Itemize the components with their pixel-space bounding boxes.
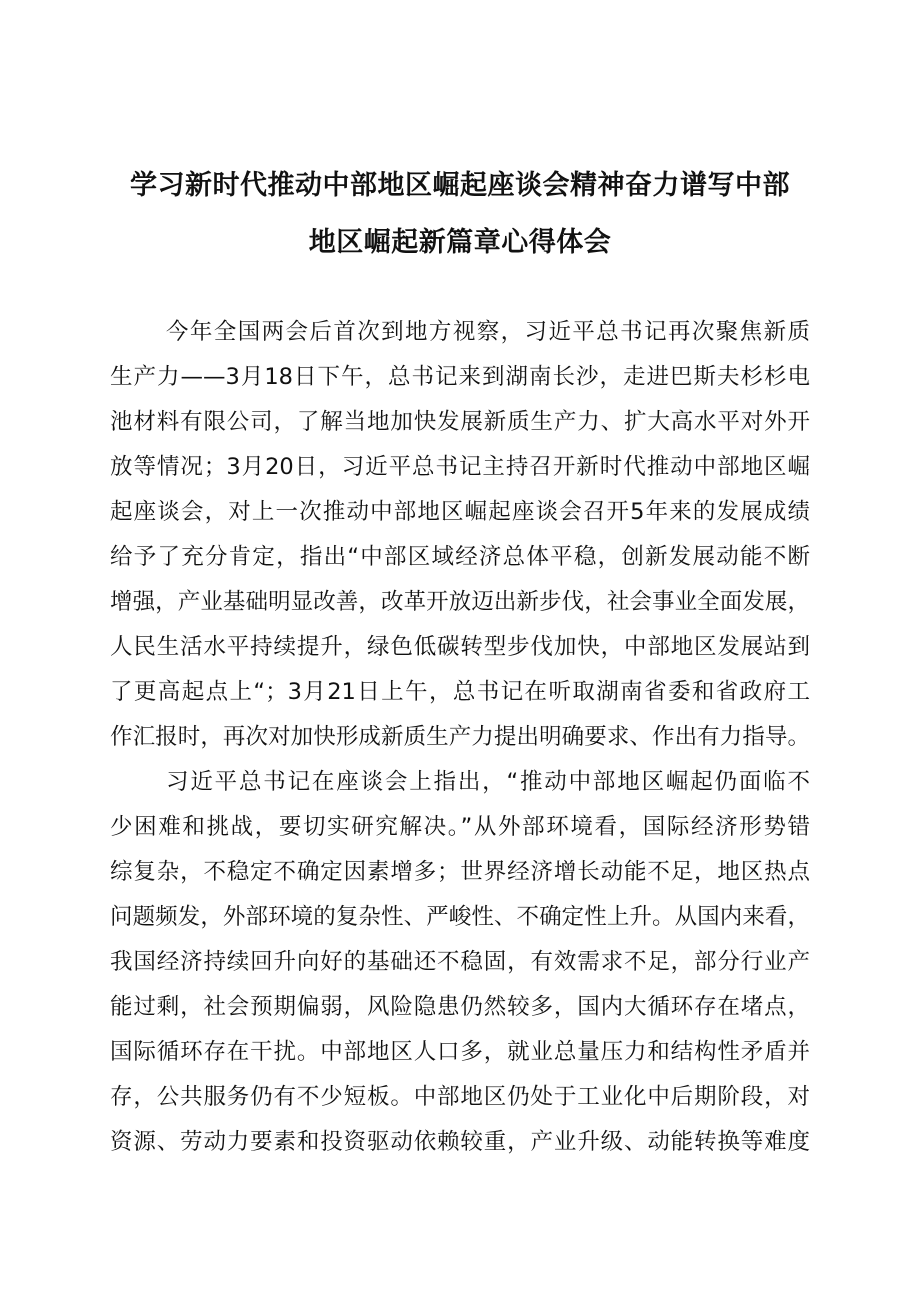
paragraph-1-line-3: 池材料有限公司，了解当地加快发展新质生产力、扩大高水平对外开 bbox=[110, 409, 810, 435]
paragraph-2-line-5: 我国经济持续回升向好的基础还不稳固，有效需求不足，部分行业产 bbox=[110, 949, 810, 975]
paragraph-2-line-8: 存，公共服务仍有不少短板。中部地区仍处于工业化中后期阶段，对 bbox=[110, 1084, 810, 1110]
paragraph-1-line-6: 给予了充分肯定，指出“中部区域经济总体平稳，创新发展动能不断 bbox=[110, 544, 810, 570]
paragraph-2-line-3: 综复杂，不稳定不确定因素增多；世界经济增长动能不足，地区热点 bbox=[110, 859, 810, 885]
paragraph-1-line-4: 放等情况；3月20日，习近平总书记主持召开新时代推动中部地区崛 bbox=[110, 454, 810, 480]
paragraph-1-line-10: 作汇报时，再次对加快形成新质生产力提出明确要求、作出有力指导。 bbox=[110, 724, 810, 750]
paragraph-2-line-6: 能过剩，社会预期偏弱，风险隐患仍然较多，国内大循环存在堵点， bbox=[110, 994, 810, 1020]
paragraph-1-line-1: 今年全国两会后首次到地方视察，习近平总书记再次聚焦新质 bbox=[166, 319, 810, 345]
paragraph-2-line-4: 问题频发，外部环境的复杂性、严峻性、不确定性上升。从国内来看， bbox=[110, 904, 810, 930]
paragraph-1-line-5: 起座谈会，对上一次推动中部地区崛起座谈会召开5年来的发展成绩 bbox=[110, 499, 810, 525]
paragraph-1-line-2: 生产力——3月18日下午，总书记来到湖南长沙，走进巴斯夫杉杉电 bbox=[110, 364, 810, 390]
paragraph-2-line-2: 少困难和挑战，要切实研究解决。”从外部环境看，国际经济形势错 bbox=[110, 814, 810, 840]
paragraph-1-line-9: 了更高起点上“；3月21日上午，总书记在听取湖南省委和省政府工 bbox=[110, 679, 810, 705]
paragraph-2-line-7: 国际循环存在干扰。中部地区人口多，就业总量压力和结构性矛盾并 bbox=[110, 1039, 810, 1065]
paragraph-1-line-7: 增强，产业基础明显改善，改革开放迈出新步伐，社会事业全面发展， bbox=[110, 589, 810, 615]
paragraph-2-line-1: 习近平总书记在座谈会上指出，“推动中部地区崛起仍面临不 bbox=[166, 769, 810, 795]
document-title-line-2: 地区崛起新篇章心得体会 bbox=[308, 227, 612, 258]
document-title-line-1: 学习新时代推动中部地区崛起座谈会精神奋力谱写中部 bbox=[130, 170, 790, 201]
paragraph-1-line-8: 人民生活水平持续提升，绿色低碳转型步伐加快，中部地区发展站到 bbox=[110, 634, 810, 660]
paragraph-2-line-9: 资源、劳动力要素和投资驱动依赖较重，产业升级、动能转换等难度 bbox=[110, 1129, 810, 1155]
